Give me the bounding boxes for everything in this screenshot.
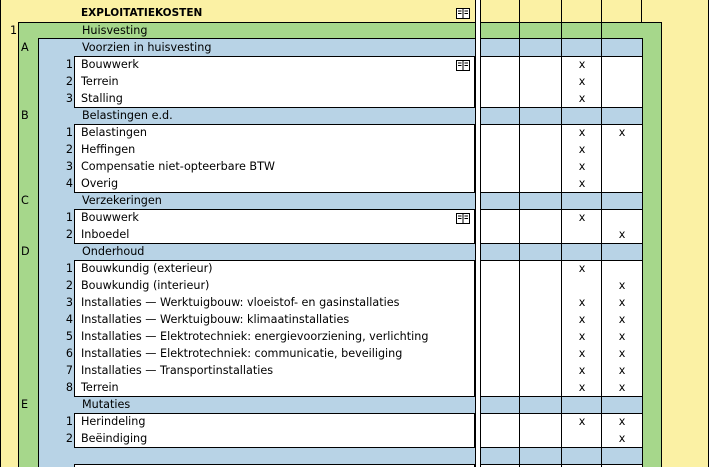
section-letter: C <box>21 194 29 207</box>
row-number: 2 <box>65 279 73 292</box>
cost-mark-col1[interactable]: x <box>578 347 586 360</box>
section-label: Voorzien in huisvesting <box>82 41 212 54</box>
cost-mark-col1[interactable]: x <box>578 313 586 326</box>
cost-mark-col1[interactable]: x <box>578 381 586 394</box>
cost-mark-col2[interactable]: x <box>618 364 626 377</box>
section-letter: E <box>21 398 29 411</box>
row-label[interactable]: Heffingen <box>81 143 136 156</box>
cost-mark-col2[interactable]: x <box>618 330 626 343</box>
cost-mark-col1[interactable]: x <box>578 126 586 139</box>
grid-column-line <box>561 0 562 467</box>
row-number: 1 <box>65 58 73 71</box>
cost-mark-col1[interactable]: x <box>578 364 586 377</box>
cost-mark-col1[interactable]: x <box>578 160 586 173</box>
cost-mark-col2[interactable]: x <box>618 347 626 360</box>
cost-mark-col2[interactable]: x <box>618 313 626 326</box>
section-letter: A <box>21 41 29 54</box>
section-label: Mutaties <box>82 398 131 411</box>
level1-label: Huisvesting <box>82 24 148 37</box>
cost-mark-col1[interactable]: x <box>578 92 586 105</box>
row-number: 2 <box>65 75 73 88</box>
cost-mark-col1[interactable]: x <box>578 262 586 275</box>
cost-mark-col1[interactable]: x <box>578 296 586 309</box>
row-label[interactable]: Terrein <box>81 75 119 88</box>
row-label[interactable]: Stalling <box>81 92 123 105</box>
row-number: 1 <box>65 211 73 224</box>
row-label[interactable]: Compensatie niet-opteerbare BTW <box>81 160 275 173</box>
cost-mark-col1[interactable]: x <box>578 211 586 224</box>
row-label[interactable]: Bouwkundig (interieur) <box>81 279 210 292</box>
row-label[interactable]: Installaties — Transportinstallaties <box>81 364 274 377</box>
row-label[interactable]: Installaties — Elektrotechniek: energievoorziening, verlichting <box>81 330 429 343</box>
open-book-icon <box>456 213 470 224</box>
row-label[interactable]: Herindeling <box>81 415 146 428</box>
row-label[interactable]: Installaties — Werktuigbouw: klimaatinstallaties <box>81 313 350 326</box>
grid-column-line <box>519 0 520 467</box>
row-label[interactable]: Installaties — Werktuigbouw: vloeistof- en gasinstallaties <box>81 296 400 309</box>
cost-mark-col1[interactable]: x <box>578 330 586 343</box>
grid-column-line <box>641 0 642 22</box>
section-letter: B <box>21 109 29 122</box>
grid-column-line <box>601 0 602 467</box>
cost-mark-col1[interactable]: x <box>578 143 586 156</box>
row-number: 3 <box>65 160 73 173</box>
row-label[interactable]: Bouwwerk <box>81 58 139 71</box>
row-number: 2 <box>65 432 73 445</box>
cost-mark-col2[interactable]: x <box>618 296 626 309</box>
row-number: 4 <box>65 177 73 190</box>
page-title: EXPLOITATIEKOSTEN <box>81 7 203 19</box>
open-book-icon <box>456 60 470 71</box>
section-label: Verzekeringen <box>82 194 162 207</box>
level1-number: 1 <box>10 24 18 37</box>
row-label[interactable]: Beëindiging <box>81 432 148 445</box>
row-number: 5 <box>65 330 73 343</box>
row-number: 4 <box>65 313 73 326</box>
open-book-icon <box>456 8 470 19</box>
cost-mark-col2[interactable]: x <box>618 415 626 428</box>
cost-mark-col2[interactable]: x <box>618 228 626 241</box>
section-letter: D <box>21 245 30 258</box>
cost-mark-col1[interactable]: x <box>578 177 586 190</box>
cost-mark-col2[interactable]: x <box>618 381 626 394</box>
row-number: 7 <box>65 364 73 377</box>
row-number: 3 <box>65 296 73 309</box>
cost-mark-col1[interactable]: x <box>578 58 586 71</box>
row-label[interactable]: Bouwwerk <box>81 211 139 224</box>
cost-mark-col2[interactable]: x <box>618 279 626 292</box>
row-label[interactable]: Belastingen <box>81 126 148 139</box>
cost-mark-col1[interactable]: x <box>578 415 586 428</box>
section-label: Onderhoud <box>82 245 145 258</box>
row-number: 1 <box>65 126 73 139</box>
row-number: 2 <box>65 228 73 241</box>
row-label[interactable]: Installaties — Elektrotechniek: communicatie, beveiliging <box>81 347 403 360</box>
row-number: 1 <box>65 262 73 275</box>
row-label[interactable]: Terrein <box>81 381 119 394</box>
cost-mark-col1[interactable]: x <box>578 75 586 88</box>
row-number: 2 <box>65 143 73 156</box>
row-number: 6 <box>65 347 73 360</box>
row-number: 1 <box>65 415 73 428</box>
row-label[interactable]: Inboedel <box>81 228 130 241</box>
cost-mark-col2[interactable]: x <box>618 432 626 445</box>
section-label: Belastingen e.d. <box>82 109 173 122</box>
cost-mark-col2[interactable]: x <box>618 126 626 139</box>
row-label[interactable]: Overig <box>81 177 119 190</box>
row-number: 8 <box>65 381 73 394</box>
row-label[interactable]: Bouwkundig (exterieur) <box>81 262 213 275</box>
row-number: 3 <box>65 92 73 105</box>
